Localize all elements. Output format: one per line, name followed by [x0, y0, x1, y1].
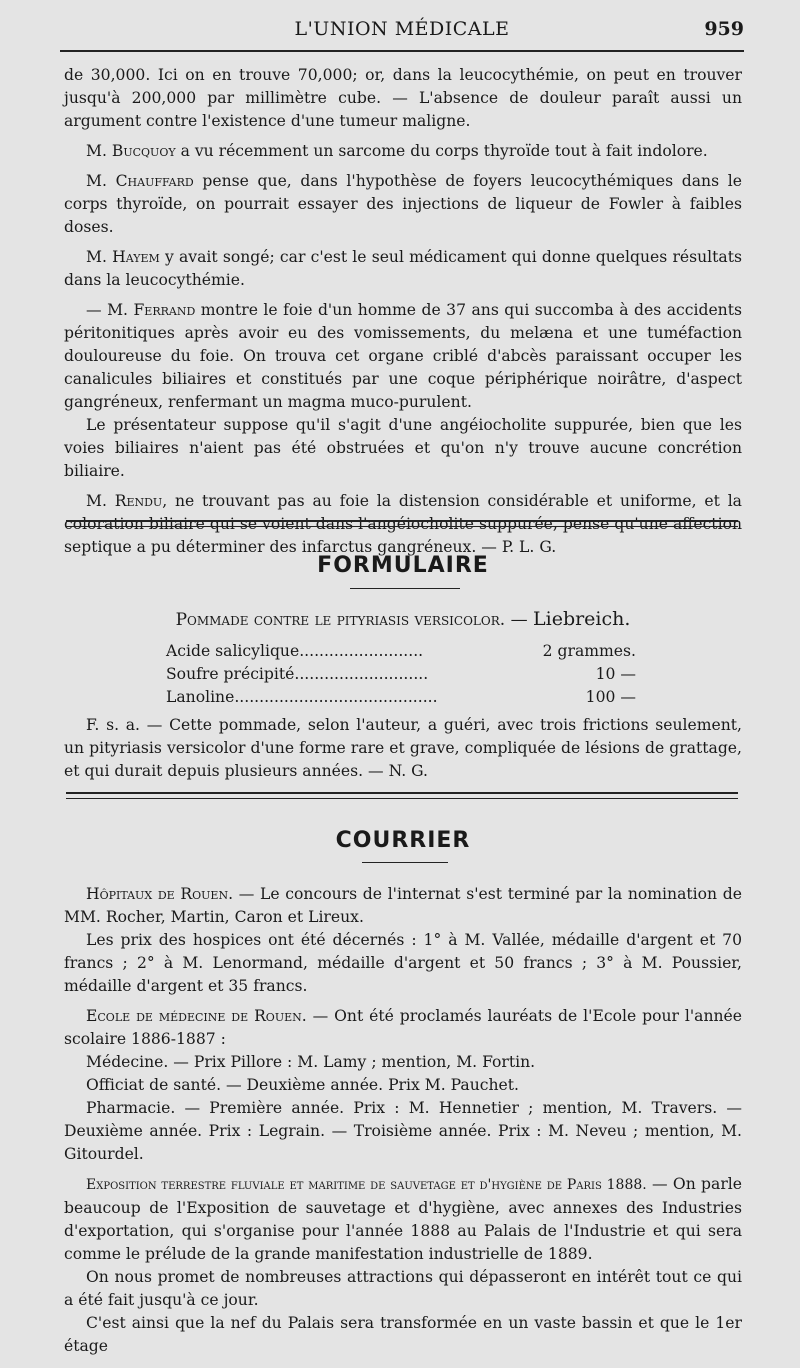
courrier-paragraph: Ecole de médecine de Rouen. — Ont été proclamés lauréats de l'Ecole pour l'année scolaire 1886-1887 : — [64, 1007, 742, 1048]
discussion-paragraph: M. Chauffard pense que, dans l'hypothèse de foyers leucocythémiques dans le corps thyroïde, on pourrait essayer des injections de liqueur de Fowler à faibles doses. — [64, 172, 742, 236]
section-divider — [66, 792, 738, 799]
title-underline — [350, 588, 460, 589]
page-number: 959 — [704, 18, 744, 40]
speaker-name: M. Chauffard — [86, 172, 194, 190]
formula-note: F. s. a. — Cette pommade, selon l'auteur, a guéri, avec trois frictions seulement, un pityriasis versicolor d'une forme rare et grave, compliquée de lésions de grattage, et qui durait depuis plusieurs années. — N. G. — [64, 716, 742, 780]
formula-heading: Pommade contre le pityriasis versicolor. — Liebreich. — [175, 608, 631, 630]
ingredient-quantity: 100 — — [585, 688, 636, 706]
discussion-paragraph: de 30,000. Ici on en trouve 70,000; or, dans la leucocythémie, on peut en trouver jusqu'à 200,000 par millimètre cube. — L'absence de douleur paraît aussi un argument contre l'existence d'une tumeur maligne. — [64, 66, 742, 130]
header-rule — [60, 50, 744, 52]
speaker-name: M. Rendu — [86, 492, 163, 510]
section-title-formulaire: FORMULAIRE — [317, 553, 489, 578]
ingredient-name: Soufre précipité........................... — [166, 665, 429, 683]
discussion-block — [64, 64, 742, 559]
running-head — [60, 16, 744, 50]
courrier-paragraph: Les prix des hospices ont été décernés : 1° à M. Vallée, médaille d'argent et 70 francs ; 2° à M. Lenormand, médaille d'argent et 50 francs ; 3° à M. Poussier, médaille d'argent et 35 francs. — [64, 931, 742, 995]
ingredient-name: Acide salicylique......................... — [166, 642, 424, 660]
courrier-block — [64, 883, 742, 1358]
formula-author: Liebreich. — [533, 608, 631, 630]
ingredient-quantity: 10 — — [595, 665, 636, 683]
courrier-paragraph: Pharmacie. — Première année. Prix : M. Hennetier ; mention, M. Travers. — Deuxième année. Prix : Legrain. — Troisième année. Prix : M. Neveu ; mention, M. Gitourdel. — [64, 1099, 742, 1163]
courrier-paragraph: Officiat de santé. — Deuxième année. Prix M. Pauchet. — [86, 1076, 519, 1094]
speaker-name: M. Ferrand — [107, 301, 196, 319]
title-underline — [362, 862, 448, 863]
courrier-paragraph: C'est ainsi que la nef du Palais sera transformée en un vaste bassin et que le 1er étage — [64, 1314, 742, 1355]
speaker-name: M. Hayem — [86, 248, 160, 266]
courrier-paragraph: On nous promet de nombreuses attractions qui dépasseront en intérêt tout ce qui a été fait jusqu'à ce jour. — [64, 1268, 742, 1309]
courrier-paragraph: Hôpitaux de Rouen. — Le concours de l'internat s'est terminé par la nomination de MM. Rocher, Martin, Caron et Lireux. — [64, 885, 742, 926]
news-heading: Ecole de médecine de Rouen. — [86, 1007, 307, 1025]
section-title-courrier: COURRIER — [335, 828, 471, 853]
journal-title: L'UNION MÉDICALE — [294, 18, 510, 40]
discussion-paragraph: — M. Ferrand montre le foie d'un homme de 37 ans qui succomba à des accidents péritonitiques après avoir eu des vomissements, du melæna et une tuméfaction douloureuse du foie. On trouva cet organe criblé d'abcès paraissant occuper les canalicules biliaires et constitués par une coque périphérique noirâtre, d'aspect gangréneux, renfermant un magma muco-purulent. — [64, 301, 742, 411]
formula-note-block — [64, 714, 742, 783]
section-divider — [66, 520, 738, 527]
news-heading: Hôpitaux de Rouen. — [86, 885, 234, 903]
ingredient-name: Lanoline......................................... — [166, 688, 438, 706]
discussion-paragraph: M. Rendu, ne trouvant pas au foie la distension considérable et uniforme, et la coloration biliaire qui se voient dans l'angéiocholite suppurée, pense qu'une affection septique a pu déterminer des infarctus gangréneux. — P. L. G. — [64, 492, 742, 556]
courrier-paragraph: Exposition terrestre fluviale et maritime de sauvetage et d'hygiène de Paris 1888. — On parle beaucoup de l'Exposition de sauvetage et d'hygiène, avec annexes des Industries d'exportation, qui s'organise pour l'année 1888 au Palais de l'Industrie et qui sera comme le prélude de la grande manifestation industrielle de 1889. — [64, 1175, 742, 1263]
ingredient-quantity: 2 grammes. — [542, 642, 636, 660]
news-heading: Exposition terrestre fluviale et maritime de sauvetage et d'hygiène de Paris 1888. — [86, 1177, 647, 1193]
discussion-paragraph: M. Hayem y avait songé; car c'est le seul médicament qui donne quelques résultats dans la leucocythémie. — [64, 248, 742, 289]
discussion-paragraph: M. Bucquoy a vu récemment un sarcome du corps thyroïde tout à fait indolore. — [86, 142, 708, 160]
speaker-name: M. Bucquoy — [86, 142, 176, 160]
discussion-paragraph: Le présentateur suppose qu'il s'agit d'une angéiocholite suppurée, bien que les voies biliaires n'aient pas été obstruées et qu'on n'y trouve aucune concrétion biliaire. — [64, 416, 742, 480]
courrier-paragraph: Médecine. — Prix Pillore : M. Lamy ; mention, M. Fortin. — [86, 1053, 536, 1071]
